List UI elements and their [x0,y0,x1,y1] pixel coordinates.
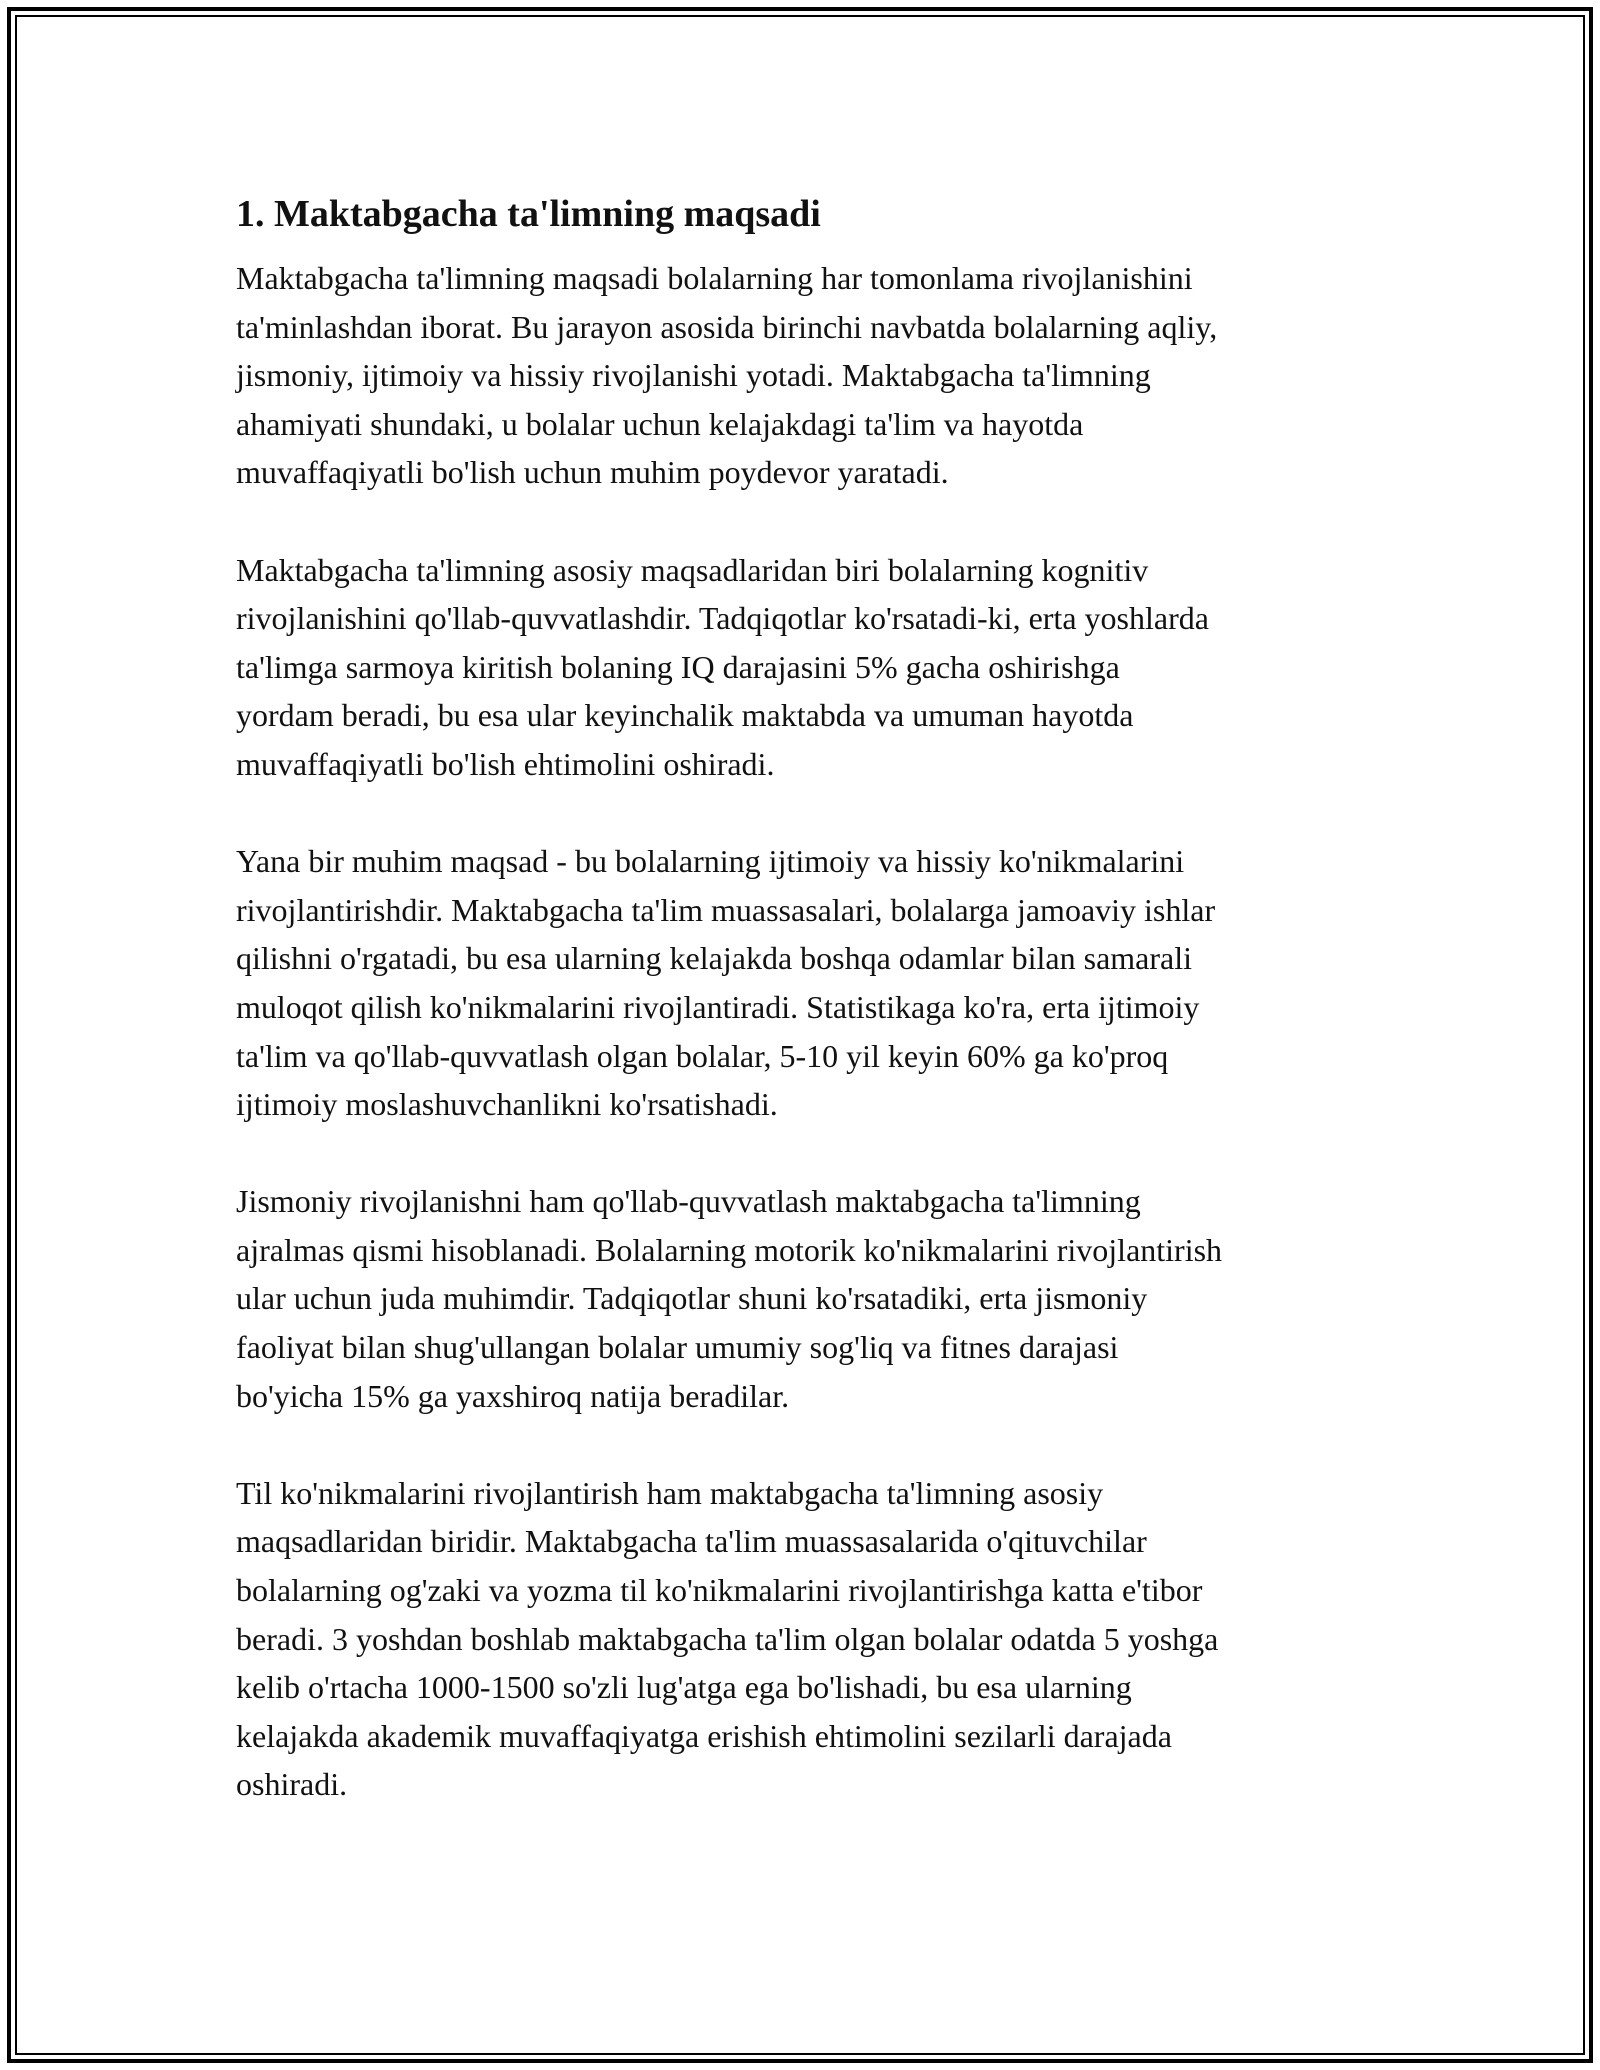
text-line: Maktabgacha ta'limning maqsadi bolalarning har tomonlama rivojlanishini [236,260,1193,296]
text-line: ular uchun juda muhimdir. Tadqiqotlar shuni ko'rsatadiki, erta jismoniy [236,1280,1148,1317]
text-line: Til ko'nikmalarini rivojlantirish ham maktabgacha ta'limning asosiy [236,1474,1104,1511]
text-line: muvaffaqiyatli bo'lish ehtimolini oshiradi. [236,745,775,782]
section-heading: 1. Maktabgacha ta'limning maqsadi [236,193,821,235]
text-line: Maktabgacha ta'limning asosiy maqsadlaridan biri bolalarning kognitiv [236,551,1149,588]
paragraph-2 [236,546,1396,789]
text-line: bolalarning og'zaki va yozma til ko'nikmalarini rivojlantirishga katta e'tibor [236,1572,1203,1609]
text-line: kelajakda akademik muvaffaqiyatga erishish ehtimolini sezilarli darajada [236,1717,1172,1754]
text-line: maqsadlaridan biridir. Maktabgacha ta'lim muassasalarida o'qituvchilar [236,1523,1147,1560]
text-line: rivojlanishini qo'llab-quvvatlashdir. Tadqiqotlar ko'rsatadi-ki, erta yoshlarda [236,600,1209,637]
text-line: jismoniy, ijtimoiy va hissiy rivojlanishi yotadi. Maktabgacha ta'limning [236,357,1151,394]
text-line: ta'minlashdan iborat. Bu jarayon asosida birinchi navbatda bolalarning aqliy, [236,308,1218,345]
paragraph-5 [236,1469,1396,1809]
text-line: qilishni o'rgatadi, bu esa ularning kelajakda boshqa odamlar bilan samarali [236,940,1193,977]
text-line: rivojlantirishdir. Maktabgacha ta'lim muassasalari, bolalarga jamoaviy ishlar [236,891,1216,928]
text-line: ahamiyati shundaki, u bolalar uchun kelajakdagi ta'lim va hayotda [236,405,1084,442]
paragraph-3 [236,837,1396,1129]
paragraph-4 [236,1177,1396,1420]
text-line: bo'yicha 15% ga yaxshiroq natija beradilar. [236,1377,790,1414]
paragraph-1 [236,254,1396,497]
text-line: ajralmas qismi hisoblanadi. Bolalarning motorik ko'nikmalarini rivojlantirish [236,1231,1223,1268]
text-line: Jismoniy rivojlanishni ham qo'llab-quvvatlash maktabgacha ta'limning [236,1183,1141,1220]
text-line: muvaffaqiyatli bo'lish uchun muhim poydevor yaratadi. [236,454,949,491]
text-line: ijtimoiy moslashuvchanlikni ko'rsatishadi. [236,1086,778,1123]
text-line: Yana bir muhim maqsad - bu bolalarning ijtimoiy va hissiy ko'nikmalarini [236,843,1185,880]
document-body [236,186,1396,1858]
text-line: ta'lim va qo'llab-quvvatlash olgan bolalar, 5-10 yil keyin 60% ga ko'proq [236,1037,1169,1074]
text-line: kelib o'rtacha 1000-1500 so'zli lug'atga ega bo'lishadi, bu esa ularning [236,1669,1132,1706]
text-line: muloqot qilish ko'nikmalarini rivojlantiradi. Statistikaga ko'ra, erta ijtimoiy [236,988,1200,1025]
text-line: yordam beradi, bu esa ular keyinchalik maktabda va umuman hayotda [236,697,1134,734]
text-line: oshiradi. [236,1766,348,1803]
text-line: faoliyat bilan shug'ullangan bolalar umumiy sog'liq va fitnes darajasi [236,1329,1119,1366]
text-line: beradi. 3 yoshdan boshlab maktabgacha ta'lim olgan bolalar odatda 5 yoshga [236,1620,1219,1657]
text-line: ta'limga sarmoya kiritish bolaning IQ darajasini 5% gacha oshirishga [236,648,1120,685]
